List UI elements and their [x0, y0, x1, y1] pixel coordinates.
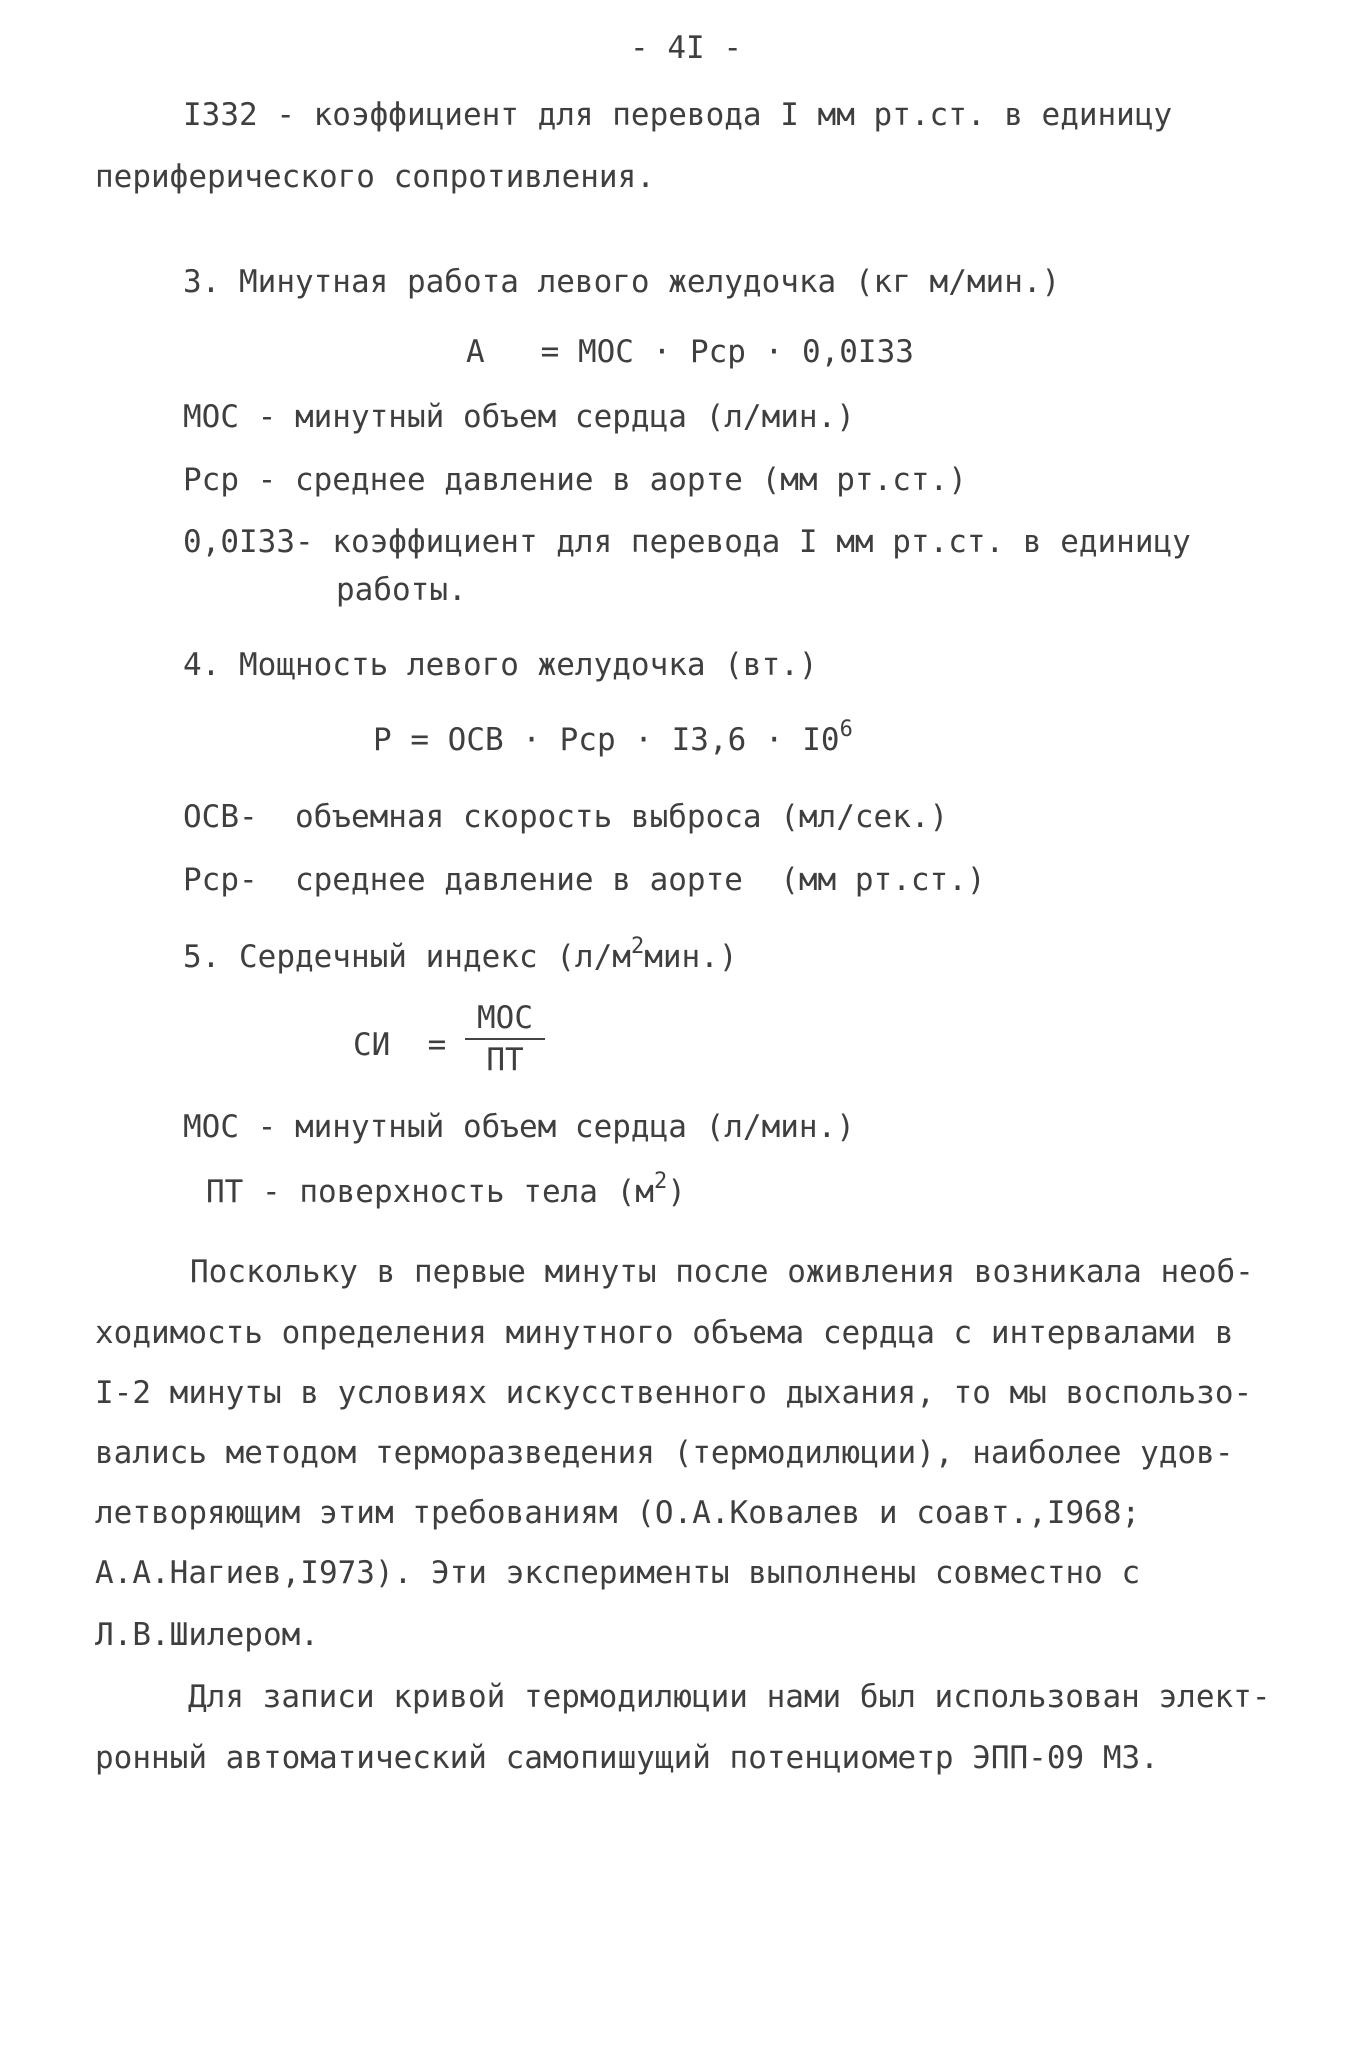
text-line-2: периферического сопротивления.: [95, 159, 655, 195]
section-4-heading: 4. Мощность левого желудочка (вт.): [183, 647, 818, 683]
def-pcp: Рср - среднее давление в аорте (мм рт.ст.): [183, 462, 967, 498]
def-pt: ПТ - поверхность тела $(м^2)$: [206, 1169, 686, 1210]
def-coef: 0,0I33- коэффициент для перевода I мм рт.ст. в единицу: [183, 524, 1191, 560]
formula-power: Р = ОСВ · Рср · $I3,6 \cdot I0^6$: [373, 717, 853, 758]
fraction-numerator: МОС: [477, 1000, 533, 1036]
paragraph-1-line-7: Л.В.Шилером.: [95, 1617, 319, 1653]
paragraph-1-line-1: Поскольку в первые минуты после оживления возникала необ-: [190, 1254, 1254, 1290]
paragraph-2-line-1: Для записи кривой термодилюции нами был использован элект-: [188, 1679, 1271, 1715]
paragraph-1-line-5: летворяющим этим требованиям (О.А.Ковалев и соавт.,I968;: [95, 1495, 1141, 1531]
page-number: - 4I -: [630, 30, 742, 66]
section-3-heading: 3. Минутная работа левого желудочка (кг м/мин.): [183, 264, 1061, 300]
formula-ci-fraction: [465, 1000, 545, 1078]
paragraph-1-line-6: А.А.Нагиев,I973). Эти эксперименты выполнены совместно с: [95, 1555, 1141, 1591]
def-moc: МОС - минутный объем сердца (л/мин.): [183, 399, 855, 435]
fraction-bar: [465, 1038, 545, 1040]
paragraph-1-line-2: ходимость определения минутного объема сердца с интервалами в: [95, 1315, 1234, 1351]
paragraph-1-line-4: вались методом терморазведения (термодилюции), наиболее удов-: [95, 1435, 1234, 1471]
def-osv: ОСВ- объемная скорость выброса (мл/сек.): [183, 799, 949, 835]
def-moc-2: МОС - минутный объем сердца (л/мин.): [183, 1109, 855, 1145]
def-pcp-2: Рср- среднее давление в аорте (мм рт.ст.): [183, 862, 986, 898]
paragraph-2-line-2: ронный автоматический самопишущий потенциометр ЭПП-09 МЗ.: [95, 1740, 1159, 1776]
section-5-heading: 5. Сердечный индекс $(л/м^2мин.)$: [183, 934, 738, 975]
formula-work: А = МОС · Рср · 0,0I33: [466, 334, 914, 370]
def-coef-cont: работы.: [336, 572, 467, 608]
fraction-denominator: ПТ: [486, 1042, 524, 1078]
formula-ci-lhs: СИ =: [353, 1027, 447, 1063]
text-line-1: I332 - коэффициент для перевода I мм рт.ст. в единицу: [183, 97, 1173, 133]
paragraph-1-line-3: I-2 минуты в условиях искусственного дыхания, то мы воспользо-: [95, 1375, 1253, 1411]
